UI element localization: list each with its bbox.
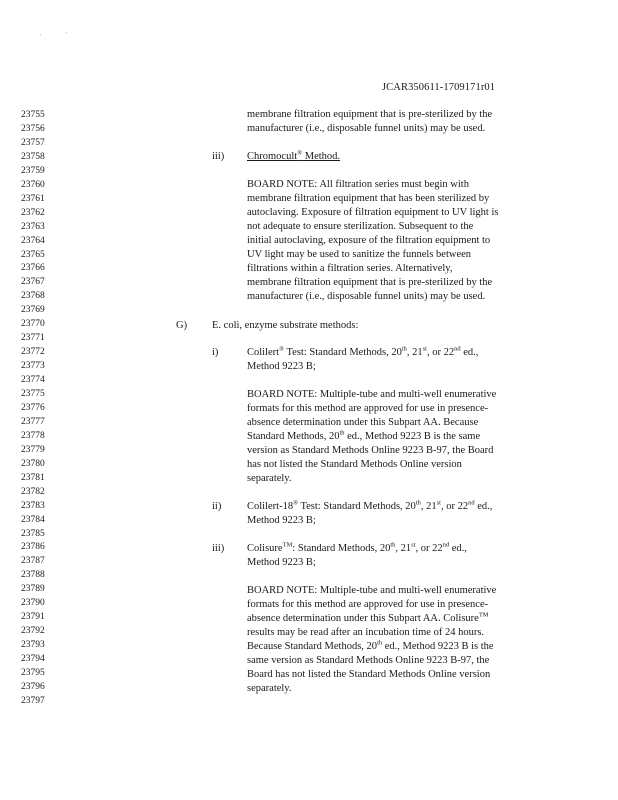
item-label: iii) [212,543,225,554]
line-number: 23796 [21,681,45,692]
board-note-line: formats for this method are approved for use in presence- [247,403,489,414]
board-note-line: BOARD NOTE: Multiple-tube and multi-well enumerative [247,585,497,596]
line-number: 23780 [21,458,45,469]
chromocult-method-heading: Chromocult® Method. [247,149,341,162]
board-note-line: Standard Methods, 20th ed., Method 9223 B is the same [247,429,481,442]
line-number: 23786 [21,542,45,553]
board-note-line: has not listed the Standard Methods Online version [247,459,462,470]
board-note-line: version as Standard Methods Online 9223 B-97, the Board [247,445,494,456]
line-number: 23785 [21,528,45,539]
text-line: manufacturer (i.e., disposable funnel units) may be used. [247,123,486,134]
scan-mark: ' [40,34,42,40]
board-note-line: Board has not listed the Standard Methods Online version [247,669,491,680]
board-note-line: membrane filtration equipment that is pre-sterilized by the [247,277,493,288]
line-number: 23758 [21,151,45,162]
board-note-line: manufacturer (i.e., disposable funnel units) may be used. [247,291,486,302]
board-note-line: BOARD NOTE: All filtration series must begin with [247,179,469,190]
line-number: 23771 [21,333,45,344]
line-number: 23793 [21,640,45,651]
line-number: 23791 [21,612,45,623]
board-note-line: BOARD NOTE: Multiple-tube and multi-well enumerative [247,389,497,400]
line-number: 23766 [21,263,45,274]
line-number: 23782 [21,486,45,497]
line-number: 23767 [21,277,45,288]
board-note-line: initial autoclaving, exposure of the filtration equipment to [247,235,491,246]
colisure-method: Method 9223 B; [247,557,316,568]
line-number: 23764 [21,235,45,246]
scan-mark: ' [66,32,68,38]
board-note-line: UV light may be used to sanitize the funnels between [247,249,472,260]
line-number: 23776 [21,402,45,413]
colilert-citation: Colilert® Test: Standard Methods, 20th, 21st, or 22nd ed., [247,345,479,358]
line-number: 23759 [21,165,45,176]
line-number: 23792 [21,626,45,637]
board-note-line: same version as Standard Methods Online 9223 B-97, the [247,655,490,666]
line-number: 23781 [21,472,45,483]
colilert-18-method: Method 9223 B; [247,515,316,526]
line-number: 23777 [21,416,45,427]
board-note-line: separately. [247,473,292,484]
item-label: iii) [212,151,225,162]
line-number: 23770 [21,319,45,330]
line-number: 23763 [21,221,45,232]
line-number: 23775 [21,389,45,399]
board-note-line: results may be read after an incubation time of 24 hours. [247,627,485,638]
line-number: 23768 [21,291,45,302]
line-number: 23794 [21,654,45,665]
board-note-line: membrane filtration equipment that has been sterilized by [247,193,490,204]
colisure-citation: Colisure™: Standard Methods, 20th, 21st, or 22nd ed., [247,541,467,554]
board-note-line: not adequate to ensure sterilization. Subsequent to the [247,221,474,232]
board-note-line: autoclaving. Exposure of filtration equipment to UV light is [247,207,499,218]
text-line: membrane filtration equipment that is pre-sterilized by the [247,109,493,120]
colilert-18-citation: Colilert-18® Test: Standard Methods, 20th, 21st, or 22nd ed., [247,499,493,512]
line-number: 23760 [21,179,45,190]
line-number: 23765 [21,249,45,260]
board-note-line: absence determination under this Subpart AA. Because [247,417,479,428]
line-number: 23787 [21,556,45,567]
colilert-method: Method 9223 B; [247,361,316,372]
line-number: 23773 [21,361,45,372]
line-number: 23789 [21,584,45,595]
item-label: i) [212,347,219,358]
board-note-line: Because Standard Methods, 20th ed., Method 9223 B is the [247,639,494,652]
line-number: 23788 [21,570,45,581]
line-number: 23778 [21,430,45,441]
line-number: 23757 [21,137,45,148]
line-number: 23756 [21,123,45,134]
line-number: 23772 [21,347,45,358]
board-note-line: filtrations within a filtration series. Alternatively, [247,263,453,274]
board-note-line: absence determination under this Subpart AA. Colisure™ [247,611,489,624]
board-note-line: separately. [247,683,292,694]
line-number: 23797 [21,695,45,706]
board-note-line: formats for this method are approved for use in presence- [247,599,489,610]
document-id-header: JCAR350611-1709171r01 [382,82,496,93]
section-label: G) [176,320,188,331]
line-number: 23790 [21,598,45,609]
line-number: 23769 [21,305,45,316]
line-number: 23784 [21,514,45,525]
line-number: 23774 [21,375,45,386]
line-number: 23795 [21,668,45,678]
line-number: 23783 [21,500,45,511]
line-number: 23779 [21,444,45,455]
section-heading: E. coli, enzyme substrate methods: [212,320,359,331]
line-number: 23761 [21,193,45,204]
line-number: 23762 [21,207,45,218]
line-number: 23755 [21,110,45,120]
item-label: ii) [212,501,222,512]
